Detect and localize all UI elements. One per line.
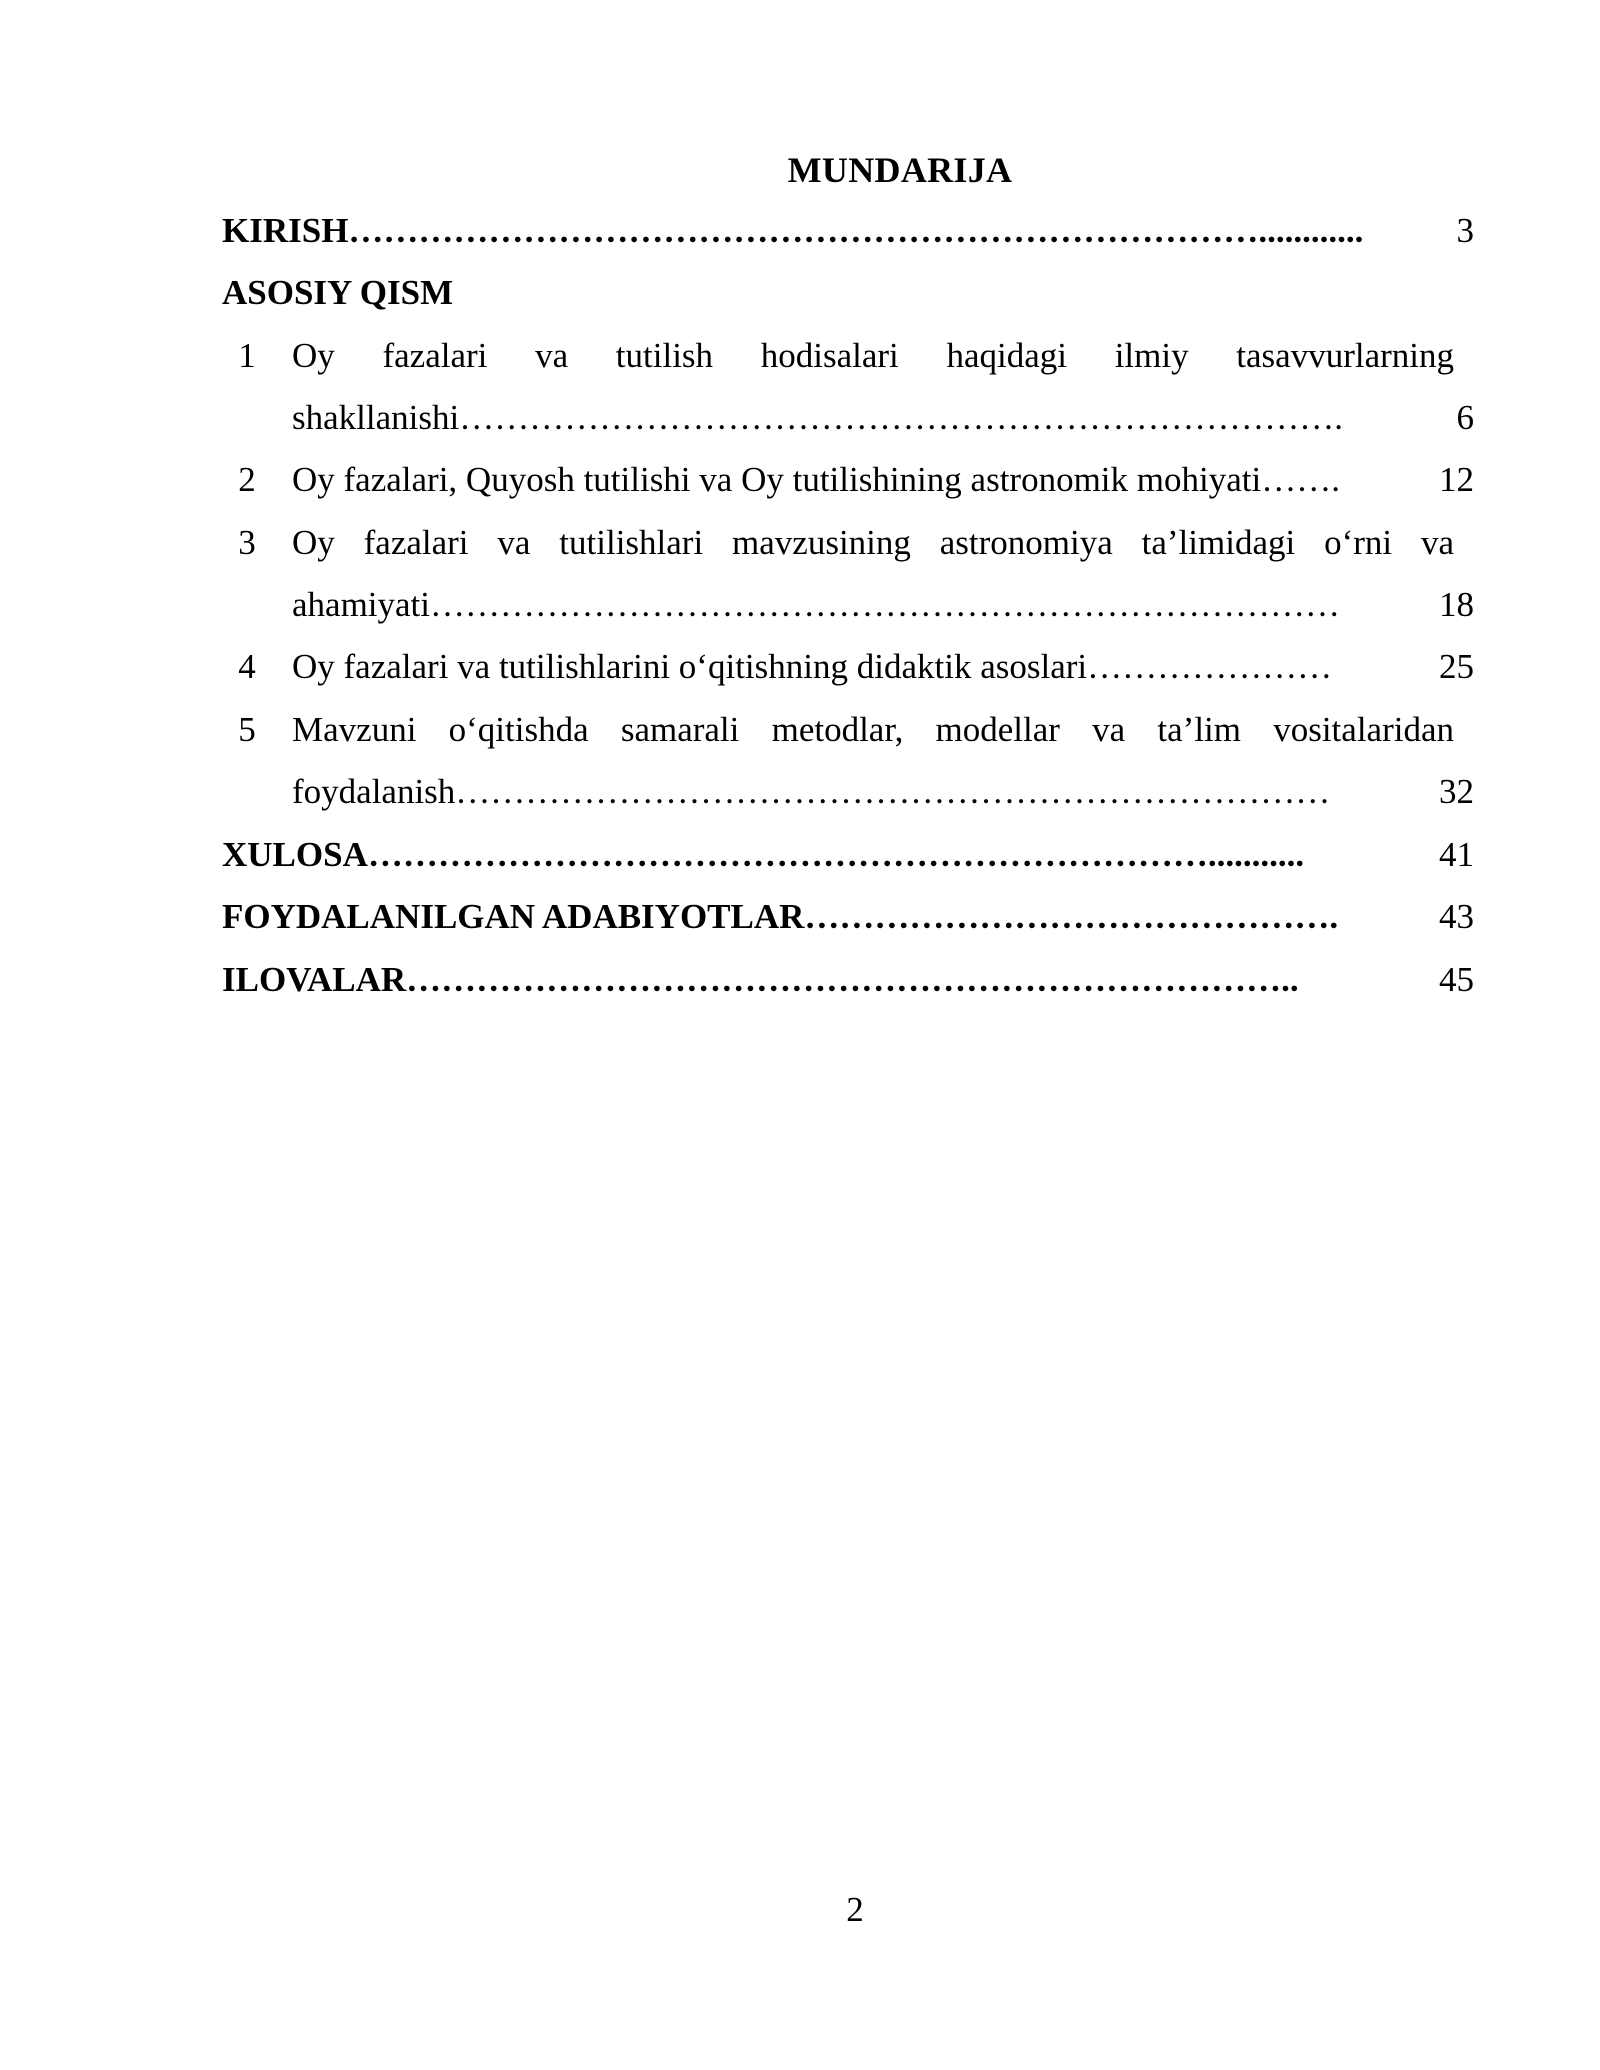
toc-entry-5-continued [222,767,1474,817]
toc-page-number: 32 [1439,772,1474,811]
toc-page-number: 43 [1439,897,1474,936]
toc-page-number: 45 [1439,960,1474,999]
toc-entry-1-continued [222,393,1474,443]
toc-page-number: 3 [1456,211,1474,250]
toc-entry-5 [222,705,1474,755]
toc-page-number: 41 [1439,835,1474,874]
toc-entry-number: 4 [238,647,256,686]
toc-entry-text: foydalanish………………………………………………………………… [292,772,1331,811]
toc-entry-number: 2 [238,460,256,499]
toc-page-number: 25 [1439,647,1474,686]
toc-page-number: 12 [1439,460,1474,499]
page-number: 2 [846,1890,864,1929]
toc-entry-ilovalar [222,955,1474,1005]
toc-entry-text: ILOVALAR………………………………………………………………….. [222,960,1299,999]
toc-entry-text: Oy fazalari va tutilishlari mavzusining astronomiya ta’limidagi o‘rni va [292,523,1454,562]
toc-entry-text: XULOSA………………………………………………………………........... [222,835,1305,874]
toc-page-number: 6 [1456,398,1474,437]
toc-entry-text: ASOSIY QISM [222,273,454,312]
toc-section-heading [222,268,1474,318]
toc-entry-kirish [222,206,1474,256]
toc-entry-text: Oy fazalari va tutilishlarini o‘qitishning didaktik asoslari………………… [292,647,1333,686]
toc-entry-3 [222,518,1474,568]
toc-entry-3-continued [222,580,1474,630]
toc-heading: MUNDARIJA [787,150,1013,190]
toc-entry-adabiyotlar [222,892,1474,942]
toc-entry-text: Oy fazalari va tutilish hodisalari haqidagi ilmiy tasavvurlarning [292,336,1454,375]
toc-entry-2 [222,455,1474,505]
toc-entry-number: 1 [238,336,256,375]
toc-entry-number: 5 [238,710,256,749]
toc-entry-text: Oy fazalari, Quyosh tutilishi va Oy tutilishining astronomik mohiyati……. [292,460,1340,499]
toc-entry-text: ahamiyati…………………………………………………………………… [292,585,1341,624]
toc-entry-number: 3 [238,523,256,562]
toc-entry-4 [222,642,1474,692]
toc-entry-text: shakllanishi…………………………………………………………………. [292,398,1343,437]
toc-entry-text: Mavzuni o‘qitishda samarali metodlar, modellar va ta’lim vositalaridan [292,710,1454,749]
toc-entry-xulosa [222,830,1474,880]
toc-entry-text: FOYDALANILGAN ADABIYOTLAR………………………………………. [222,897,1339,936]
toc-entry-1 [222,331,1474,381]
toc-page-number: 18 [1439,585,1474,624]
toc-entry-text: KIRISH……………………………………………………………………............ [222,211,1364,250]
